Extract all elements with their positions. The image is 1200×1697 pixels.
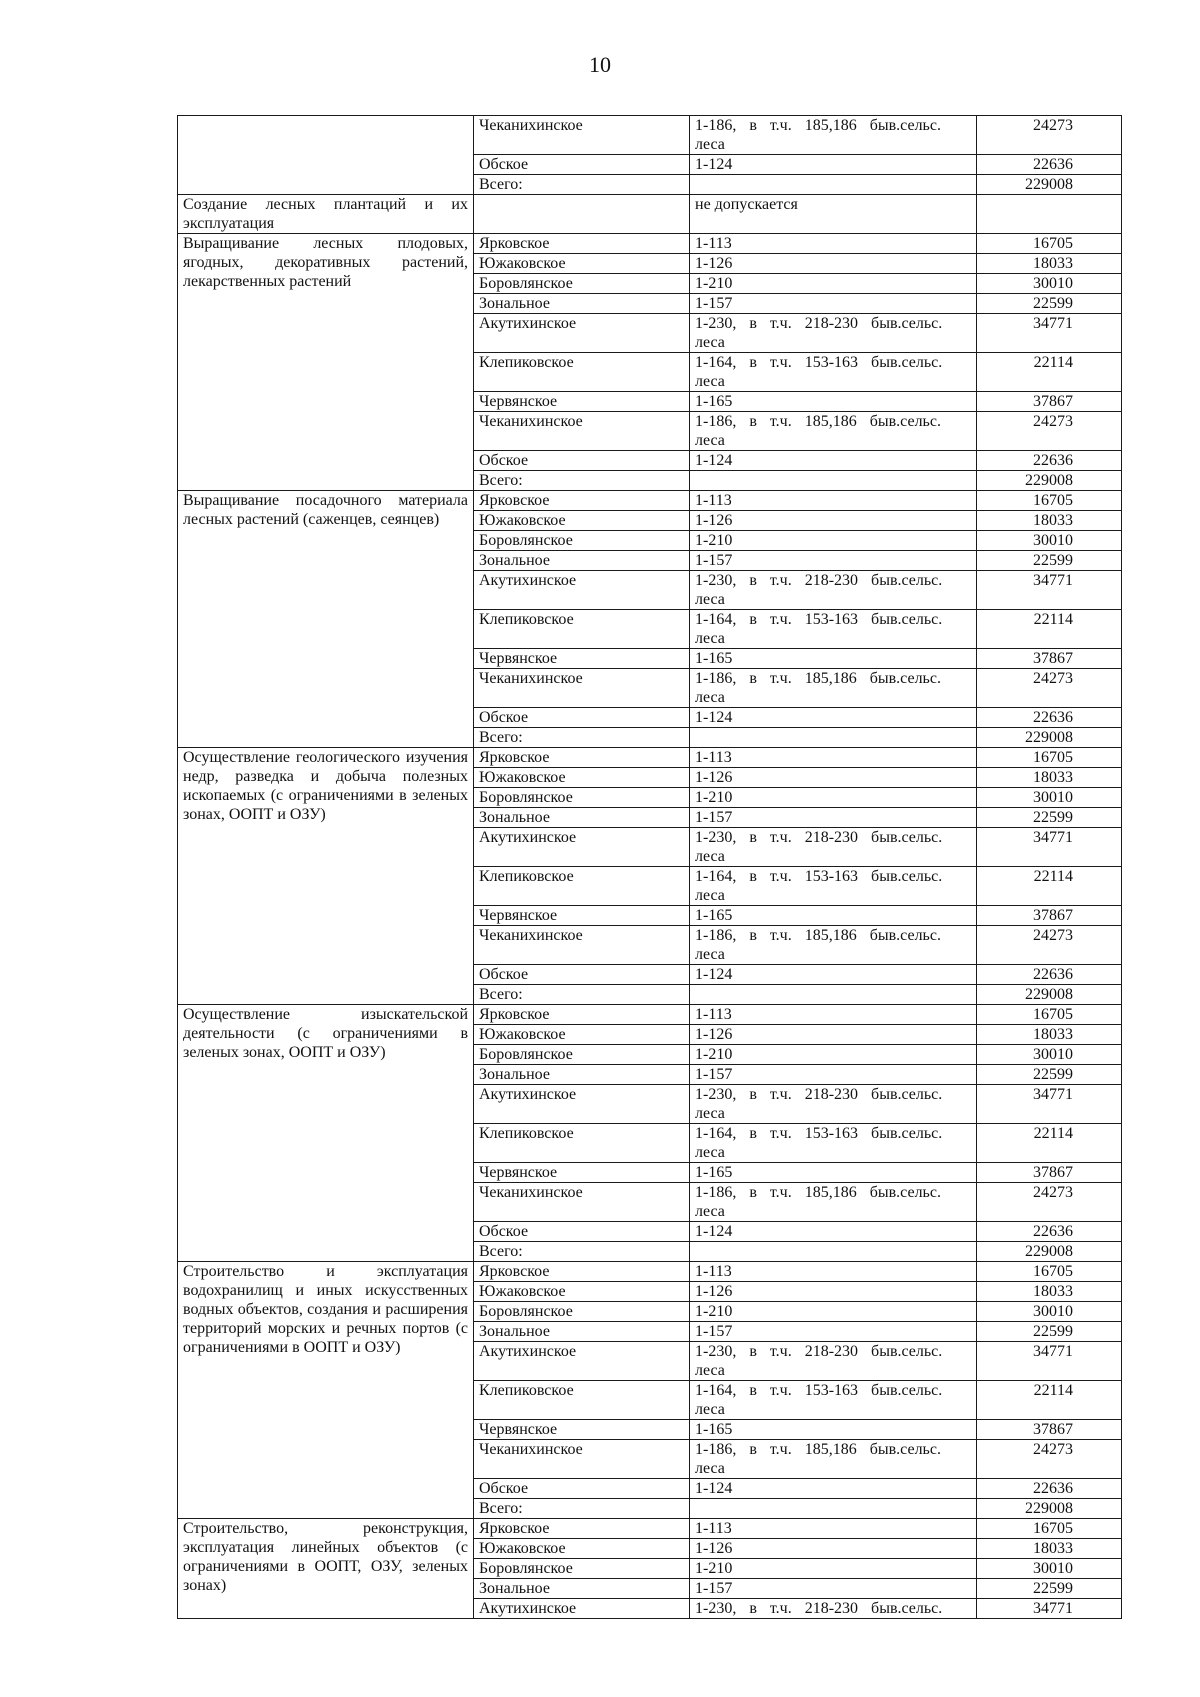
area-cell: 22636 [977,451,1122,471]
quarters-cell: 1-164, в т.ч. 153-163 быв.сельс. леса [690,867,977,906]
area-cell: 16705 [977,1262,1122,1282]
forest-name-cell: Обское [474,965,690,985]
quarters-cell: 1-124 [690,1479,977,1499]
forest-name-cell: Акутихинское [474,1342,690,1381]
area-cell: 30010 [977,274,1122,294]
quarters-cell: 1-157 [690,294,977,314]
quarters-cell: 1-186, в т.ч. 185,186 быв.сельс. леса [690,1183,977,1222]
area-cell: 37867 [977,392,1122,412]
quarters-cell: 1-126 [690,1539,977,1559]
quarters-cell: 1-164, в т.ч. 153-163 быв.сельс. леса [690,1124,977,1163]
area-cell: 24273 [977,669,1122,708]
forest-name-cell: Акутихинское [474,1085,690,1124]
area-cell: 16705 [977,491,1122,511]
quarters-cell [690,728,977,748]
area-cell: 34771 [977,1085,1122,1124]
area-cell: 22636 [977,1479,1122,1499]
quarters-cell: 1-157 [690,808,977,828]
area-cell: 229008 [977,985,1122,1005]
quarters-cell: 1-164, в т.ч. 153-163 быв.сельс. леса [690,610,977,649]
quarters-cell: 1-210 [690,274,977,294]
area-cell: 22114 [977,867,1122,906]
area-cell: 34771 [977,314,1122,353]
note-cell: не допускается [690,195,977,234]
forest-name-cell: Зональное [474,551,690,571]
area-cell: 18033 [977,1539,1122,1559]
quarters-cell: 1-210 [690,531,977,551]
area-cell: 22114 [977,1381,1122,1420]
table-row [178,1262,1122,1282]
area-cell: 34771 [977,571,1122,610]
forest-name-cell: Всего: [474,1242,690,1262]
forest-name-cell: Клепиковское [474,353,690,392]
area-cell: 30010 [977,1559,1122,1579]
table-row [178,1519,1122,1539]
quarters-cell: 1-126 [690,768,977,788]
area-cell: 30010 [977,788,1122,808]
quarters-cell: 1-164, в т.ч. 153-163 быв.сельс. леса [690,1381,977,1420]
forest-name-cell: Южаковское [474,1025,690,1045]
forest-name-cell: Обское [474,155,690,175]
forest-name-cell: Чеканихинское [474,926,690,965]
forest-name-cell: Акутихинское [474,314,690,353]
area-cell: 37867 [977,1420,1122,1440]
forest-name-cell: Всего: [474,985,690,1005]
area-cell: 22636 [977,708,1122,728]
area-cell: 22114 [977,610,1122,649]
area-cell: 22599 [977,1065,1122,1085]
table-row [178,1005,1122,1025]
forest-name-cell: Южаковское [474,254,690,274]
quarters-cell [690,1499,977,1519]
quarters-cell: 1-124 [690,451,977,471]
forest-name-cell: Боровлянское [474,1302,690,1322]
area-cell: 229008 [977,1499,1122,1519]
forest-name-cell: Зональное [474,1579,690,1599]
area-cell: 24273 [977,1183,1122,1222]
activity-cell: Осуществление изыскательской деятельности (с ограничениями в зеленых зонах, ООПТ и ОЗУ) [178,1005,474,1262]
area-cell: 34771 [977,828,1122,867]
area-cell: 24273 [977,926,1122,965]
quarters-cell: 1-210 [690,1302,977,1322]
quarters-cell: 1-157 [690,1579,977,1599]
forest-name-cell: Южаковское [474,511,690,531]
quarters-cell: 1-230, в т.ч. 218-230 быв.сельс. леса [690,1085,977,1124]
quarters-cell: 1-186, в т.ч. 185,186 быв.сельс. леса [690,926,977,965]
forest-name-cell: Всего: [474,728,690,748]
forest-name-cell: Чеканихинское [474,669,690,708]
forest-name-cell: Южаковское [474,1539,690,1559]
forest-name-cell: Червянское [474,906,690,926]
activity-cell: Строительство и эксплуатация водохранилищ и иных искусственных водных объектов, создания и расширения территорий морских и речных портов (с ограничениями в ООПТ и ОЗУ) [178,1262,474,1519]
forest-name-cell: Обское [474,708,690,728]
forest-name-cell: Всего: [474,471,690,491]
forest-name-cell: Ярковское [474,1262,690,1282]
quarters-cell: 1-157 [690,1322,977,1342]
area-cell: 16705 [977,234,1122,254]
quarters-cell: 1-126 [690,1282,977,1302]
forest-name-cell: Боровлянское [474,1559,690,1579]
quarters-cell: 1-165 [690,649,977,669]
area-cell: 229008 [977,471,1122,491]
area-cell: 34771 [977,1342,1122,1381]
area-cell: 18033 [977,511,1122,531]
forest-name-cell: Боровлянское [474,274,690,294]
quarters-cell [690,471,977,491]
area-cell: 16705 [977,1005,1122,1025]
quarters-cell: 1-210 [690,788,977,808]
area-cell: 22114 [977,1124,1122,1163]
forest-name-cell: Акутихинское [474,1599,690,1619]
area-cell: 37867 [977,906,1122,926]
forest-name-cell: Чеканихинское [474,1440,690,1479]
area-cell: 22636 [977,1222,1122,1242]
quarters-cell: 1-210 [690,1559,977,1579]
quarters-cell: 1-124 [690,965,977,985]
forest-name-cell: Ярковское [474,234,690,254]
area-cell: 22636 [977,155,1122,175]
quarters-cell: 1-113 [690,1519,977,1539]
activity-cell: Выращивание лесных плодовых, ягодных, декоративных растений, лекарственных растений [178,234,474,491]
forest-name-cell: Зональное [474,1322,690,1342]
area-cell: 22599 [977,808,1122,828]
forest-name-cell: Южаковское [474,1282,690,1302]
quarters-cell: 1-165 [690,1163,977,1183]
forest-use-table [177,115,1122,1619]
quarters-cell: 1-113 [690,1262,977,1282]
area-cell: 16705 [977,748,1122,768]
area-cell: 22599 [977,1579,1122,1599]
quarters-cell: 1-124 [690,708,977,728]
forest-name-cell: Всего: [474,175,690,195]
area-cell: 18033 [977,1282,1122,1302]
quarters-cell: 1-126 [690,511,977,531]
quarters-cell [690,985,977,1005]
quarters-cell: 1-124 [690,1222,977,1242]
area-cell: 22599 [977,294,1122,314]
forest-name-cell: Боровлянское [474,788,690,808]
area-cell: 34771 [977,1599,1122,1619]
quarters-cell: 1-157 [690,1065,977,1085]
table-row [178,491,1122,511]
quarters-cell: 1-113 [690,491,977,511]
activity-cell: Выращивание посадочного материала лесных растений (саженцев, сеянцев) [178,491,474,748]
forest-name-cell: Зональное [474,808,690,828]
forest-name-cell: Червянское [474,1420,690,1440]
area-cell: 22599 [977,551,1122,571]
forest-name-cell: Клепиковское [474,1124,690,1163]
quarters-cell: 1-210 [690,1045,977,1065]
quarters-cell: 1-126 [690,1025,977,1045]
area-cell: 37867 [977,1163,1122,1183]
page-number: 10 [589,52,611,77]
forest-name-cell: Всего: [474,1499,690,1519]
area-cell: 16705 [977,1519,1122,1539]
activity-cell: Строительство, реконструкция, эксплуатация линейных объектов (с ограничениями в ООПТ, ОЗУ, зеленых зонах) [178,1519,474,1619]
table-row [178,234,1122,254]
quarters-cell: 1-164, в т.ч. 153-163 быв.сельс. леса [690,353,977,392]
forest-name-cell: Обское [474,1479,690,1499]
forest-name-cell: Зональное [474,1065,690,1085]
quarters-cell: 1-230, в т.ч. 218-230 быв.сельс. [690,1599,977,1619]
activity-cell: Осуществление геологического изучения недр, разведка и добыча полезных ископаемых (с ограничениями в зеленых зонах, ООПТ и ОЗУ) [178,748,474,1005]
forest-name-cell: Клепиковское [474,867,690,906]
quarters-cell: 1-113 [690,748,977,768]
forest-name-cell: Южаковское [474,768,690,788]
forest-name-cell: Боровлянское [474,1045,690,1065]
area-cell: 24273 [977,412,1122,451]
area-cell [977,195,1122,234]
forest-name-cell: Червянское [474,392,690,412]
quarters-cell: 1-165 [690,1420,977,1440]
forest-name-cell: Обское [474,1222,690,1242]
quarters-cell: 1-126 [690,254,977,274]
table-row [178,195,1122,234]
quarters-cell: 1-230, в т.ч. 218-230 быв.сельс. леса [690,314,977,353]
quarters-cell: 1-230, в т.ч. 218-230 быв.сельс. леса [690,1342,977,1381]
quarters-cell [690,1242,977,1262]
activity-cell: Создание лесных плантаций и их эксплуатация [178,195,474,234]
area-cell: 229008 [977,1242,1122,1262]
quarters-cell [690,175,977,195]
area-cell: 18033 [977,768,1122,788]
area-cell: 22114 [977,353,1122,392]
quarters-cell: 1-186, в т.ч. 185,186 быв.сельс. леса [690,116,977,155]
area-cell: 18033 [977,1025,1122,1045]
area-cell: 18033 [977,254,1122,274]
quarters-cell: 1-186, в т.ч. 185,186 быв.сельс. леса [690,1440,977,1479]
forest-name-cell: Зональное [474,294,690,314]
area-cell: 30010 [977,1302,1122,1322]
table-row [178,116,1122,155]
quarters-cell: 1-157 [690,551,977,571]
area-cell: 22636 [977,965,1122,985]
forest-name-cell: Акутихинское [474,828,690,867]
table-row [178,748,1122,768]
forest-name-cell: Чеканихинское [474,412,690,451]
quarters-cell: 1-165 [690,906,977,926]
forest-name-cell: Ярковское [474,1519,690,1539]
area-cell: 229008 [977,728,1122,748]
forest-name-cell: Червянское [474,649,690,669]
forest-name-cell: Ярковское [474,748,690,768]
forest-name-cell: Ярковское [474,491,690,511]
forest-name-cell: Червянское [474,1163,690,1183]
forest-name-cell: Чеканихинское [474,116,690,155]
quarters-cell: 1-230, в т.ч. 218-230 быв.сельс. леса [690,828,977,867]
quarters-cell: 1-113 [690,234,977,254]
quarters-cell: 1-113 [690,1005,977,1025]
activity-cell-empty [178,116,474,195]
forest-name-cell: Чеканихинское [474,1183,690,1222]
quarters-cell: 1-230, в т.ч. 218-230 быв.сельс. леса [690,571,977,610]
forest-name-cell [474,195,690,234]
area-cell: 30010 [977,1045,1122,1065]
forest-name-cell: Боровлянское [474,531,690,551]
quarters-cell: 1-165 [690,392,977,412]
forest-name-cell: Акутихинское [474,571,690,610]
forest-name-cell: Обское [474,451,690,471]
area-cell: 37867 [977,649,1122,669]
quarters-cell: 1-186, в т.ч. 185,186 быв.сельс. леса [690,669,977,708]
area-cell: 22599 [977,1322,1122,1342]
area-cell: 24273 [977,116,1122,155]
forest-name-cell: Клепиковское [474,1381,690,1420]
forest-name-cell: Клепиковское [474,610,690,649]
area-cell: 24273 [977,1440,1122,1479]
quarters-cell: 1-124 [690,155,977,175]
table-body [178,116,1122,1619]
quarters-cell: 1-186, в т.ч. 185,186 быв.сельс. леса [690,412,977,451]
forest-name-cell: Ярковское [474,1005,690,1025]
area-cell: 229008 [977,175,1122,195]
area-cell: 30010 [977,531,1122,551]
